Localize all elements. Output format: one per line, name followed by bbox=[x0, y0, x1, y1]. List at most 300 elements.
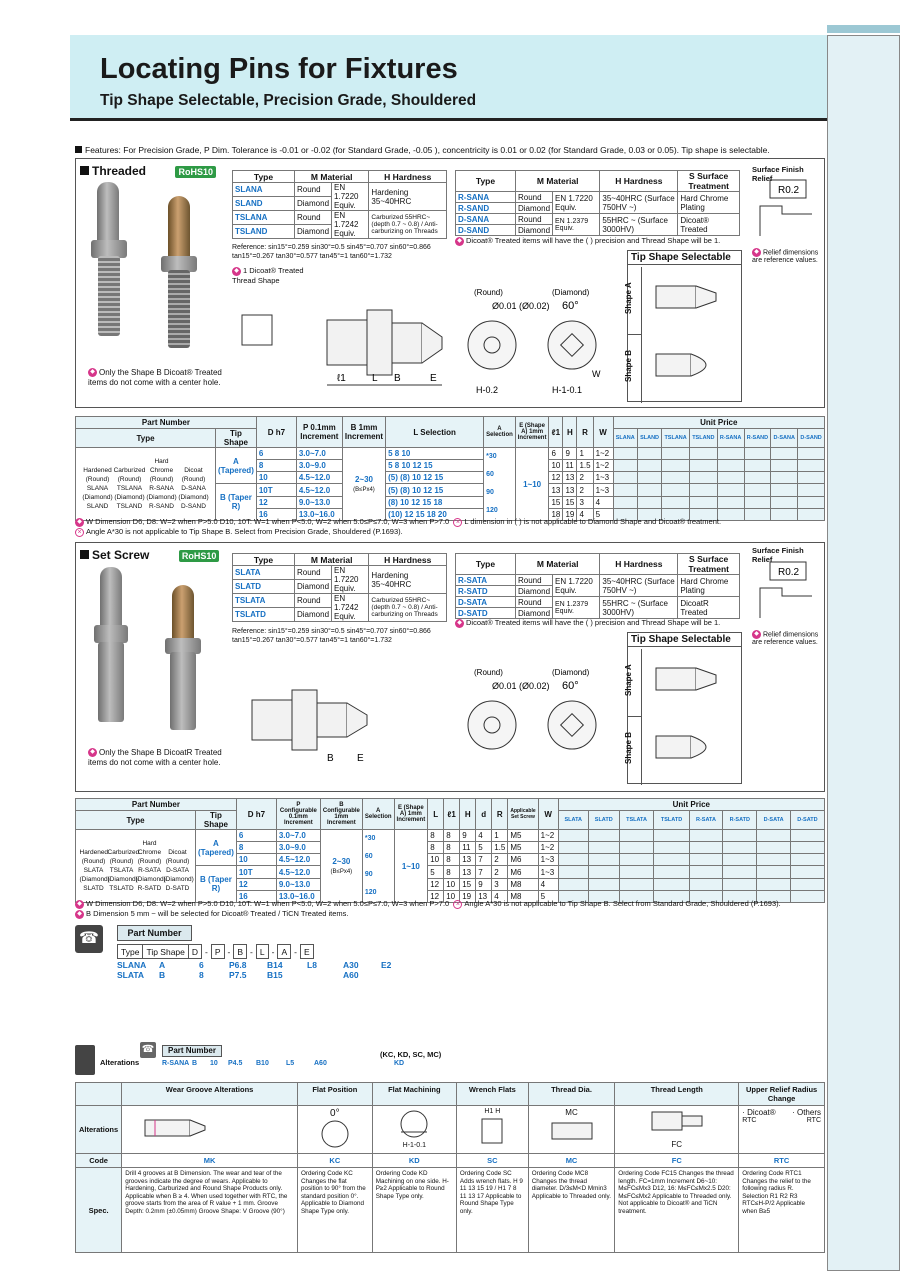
price-cell bbox=[798, 484, 825, 497]
order-col: Type bbox=[118, 945, 143, 959]
shape-cell: Round bbox=[295, 183, 332, 197]
alt-col: Wrench Flats bbox=[456, 1083, 528, 1106]
h-cell: 9 bbox=[460, 830, 476, 842]
l-cell: (5) (8) 10 12 15 bbox=[386, 484, 484, 497]
reference-line: tan15°=0.267 tan30°=0.577 tan45°=1 tan60°=1.732 bbox=[232, 253, 392, 260]
type-cell: R-SATA bbox=[456, 575, 516, 586]
r-cell: 1 bbox=[492, 830, 508, 842]
threaded-label: Threaded bbox=[92, 164, 147, 178]
setscrew-label: Set Screw bbox=[92, 548, 150, 562]
material-table-right bbox=[455, 553, 740, 619]
alt-col: Flat Position bbox=[297, 1083, 372, 1106]
material-cell: EN 1.7220 Equiv. bbox=[553, 575, 600, 597]
type-cell: SLAND bbox=[233, 197, 295, 211]
h-cell: 13 bbox=[563, 484, 577, 497]
r-cell: 3 bbox=[492, 879, 508, 891]
screw-cell: M8 bbox=[508, 879, 538, 891]
type-cat: Hard Chrome (Round) R-SANA bbox=[149, 458, 174, 492]
tip-shape-box bbox=[624, 632, 742, 784]
mc-svg bbox=[542, 1117, 602, 1147]
price-cell bbox=[558, 842, 588, 854]
section-views bbox=[452, 285, 622, 400]
relief-note-text: Relief dimensions are reference values. bbox=[752, 249, 819, 265]
relief-diagram bbox=[752, 558, 822, 620]
price-cell bbox=[654, 854, 689, 866]
price-cell bbox=[744, 448, 771, 460]
pin-icon: ◆ bbox=[75, 518, 84, 527]
a-val: 90 bbox=[364, 871, 373, 878]
diamond-label: (Diamond) bbox=[552, 288, 590, 297]
spec-cell: Ordering Code FC15 Changes the thread length. FC=1mm Increment D6~10: M≤FC≤Mx3 D12, 16: M≤FC≤Mx2.5 D20: M≤FC≤Mx2 Applicable to Threaded only. Not applicable to Dicoat® and TiCN treatment. bbox=[615, 1168, 739, 1253]
type-cell: R-SANA bbox=[456, 192, 516, 203]
h-cell: 11 bbox=[460, 842, 476, 854]
pin-icon: ◆ bbox=[752, 248, 761, 257]
spec-cell: Ordering Code KC Changes the flat position to 90° from the standard position 0°. Applicable to Diamond Shape Type only. bbox=[297, 1168, 372, 1253]
a-header: A Selection bbox=[362, 799, 394, 830]
table1-footnotes bbox=[75, 517, 825, 537]
price-cell bbox=[771, 460, 798, 472]
tip-b-cell: B (Taper R) bbox=[196, 866, 237, 903]
groove-tip bbox=[190, 1120, 205, 1136]
e-header: E (Shape A) 1mm Increment bbox=[515, 417, 549, 448]
price-cell bbox=[619, 854, 654, 866]
pin-taper bbox=[422, 323, 442, 363]
material-table-right bbox=[455, 170, 740, 236]
shape-a-label: Shape A bbox=[624, 664, 633, 696]
spec-cell: Ordering Code KD Machining on one side. H-P≥2 Applicable to Round Shape Type only. bbox=[372, 1168, 456, 1253]
shape-cell: Diamond bbox=[295, 608, 332, 622]
dim-b: B bbox=[394, 373, 401, 384]
thread-length-diagram bbox=[615, 1106, 739, 1154]
hardness-header: H Hardness bbox=[369, 171, 447, 183]
diamond-view bbox=[548, 321, 596, 369]
h-cell: 9 bbox=[563, 448, 577, 460]
a-header: A Selection bbox=[484, 417, 516, 448]
shape-cell: Round bbox=[516, 597, 553, 608]
price-cell bbox=[717, 472, 744, 484]
b-cell bbox=[342, 448, 385, 521]
price-cell bbox=[588, 842, 619, 854]
h-cell: 13 bbox=[460, 854, 476, 866]
price-cell bbox=[744, 460, 771, 472]
tip-shape-header: Tip Shape bbox=[196, 811, 237, 830]
dim-h1: H-1-0.1 bbox=[552, 385, 583, 395]
screw-cell: M5 bbox=[508, 842, 538, 854]
type-header: Type bbox=[456, 171, 516, 192]
flat-position-diagram bbox=[297, 1106, 372, 1154]
material-header: M Material bbox=[516, 171, 600, 192]
d-cell: 12 bbox=[236, 879, 276, 891]
edge-tab-cap bbox=[827, 25, 900, 33]
d-cell: 6 bbox=[236, 830, 276, 842]
code-row-label: Code bbox=[76, 1154, 122, 1168]
dicoat-note-text: Dicoat® Treated items will have the ( ) precision and Thread Shape will be 1. bbox=[466, 236, 721, 245]
alt-code: KD bbox=[372, 1154, 456, 1168]
p-cell: 3.0~9.0 bbox=[276, 842, 320, 854]
material-header: M Material bbox=[295, 554, 369, 566]
screw-cell: M6 bbox=[508, 854, 538, 866]
price-cell bbox=[662, 472, 690, 484]
price-cell bbox=[619, 879, 654, 891]
a-val: *30 bbox=[486, 453, 497, 460]
price-cell bbox=[662, 460, 690, 472]
blank-header bbox=[76, 1083, 122, 1106]
spec-cell: Ordering Code SC Adds wrench flats. H 9 11 13 15 19 / H1 7 8 11 13 17 Applicable to Round Shape Type only. bbox=[456, 1168, 528, 1253]
footnote: W Dimension D6, D8: W=2 when P>5.0 D10, 10T: W=1 when P<5.0, W=2 when 5.0≤P≤7.0, W=3 when P>7.0 bbox=[86, 899, 450, 908]
h-cell: 19 bbox=[563, 509, 577, 521]
dim-b: B bbox=[327, 753, 334, 764]
dd-cell: 7 bbox=[476, 866, 492, 879]
w-cell: 1~3 bbox=[538, 866, 558, 879]
kd-label: H-1-0.1 bbox=[402, 1142, 426, 1149]
shape-b-drawing bbox=[646, 721, 738, 781]
pin-icon: ◆ bbox=[88, 368, 97, 377]
order-ex: B14 bbox=[267, 960, 283, 970]
b-sub: (B≤Px4) bbox=[353, 487, 375, 493]
h-header: H bbox=[563, 417, 577, 448]
pin-icon: ◆ bbox=[232, 267, 241, 276]
dim-e: E bbox=[357, 753, 364, 764]
price-cell bbox=[757, 842, 791, 854]
price-cell bbox=[588, 866, 619, 879]
price-cell bbox=[588, 854, 619, 866]
order-ex: A bbox=[159, 960, 166, 970]
dicoat-note bbox=[455, 618, 720, 628]
kd-svg bbox=[384, 1108, 444, 1140]
price-col: D-SATD bbox=[790, 811, 824, 830]
price-cell bbox=[662, 497, 690, 509]
hardness-header: H Hardness bbox=[600, 554, 678, 575]
relief-r-label: R0.2 bbox=[778, 185, 800, 196]
material-header: M Material bbox=[516, 554, 600, 575]
price-cell bbox=[723, 854, 757, 866]
l-cell: 5 bbox=[428, 866, 444, 879]
price-cell bbox=[689, 830, 723, 842]
tip-a-cell: A (Tapered) bbox=[196, 830, 237, 866]
p-header: P 0.1mm Increment bbox=[296, 417, 342, 448]
l-cell: (10) 12 15 18 20 bbox=[386, 509, 484, 521]
type-cell: D-SAND bbox=[456, 225, 516, 236]
price-col: SLANA bbox=[613, 429, 637, 448]
price-cell bbox=[558, 830, 588, 842]
pin-body bbox=[327, 320, 367, 365]
surface-cell: DicoatR Treated bbox=[678, 597, 740, 619]
alt-ex: 10 bbox=[210, 1060, 218, 1067]
price-cell bbox=[717, 448, 744, 460]
shape-a-drawing bbox=[646, 271, 738, 331]
shape-cell: Diamond bbox=[295, 225, 332, 239]
type-cell: SLANA bbox=[233, 183, 295, 197]
dd-cell: 4 bbox=[476, 830, 492, 842]
w-cell: 1~2 bbox=[593, 460, 613, 472]
relief-radius-diagram bbox=[739, 1106, 825, 1154]
l1-cell: 10 bbox=[444, 891, 460, 903]
rtc-label: RTC bbox=[742, 1117, 757, 1124]
e-cell: 1~10 bbox=[515, 448, 549, 521]
price-cell bbox=[771, 472, 798, 484]
screw-header: Applicable Set Screw bbox=[508, 799, 538, 830]
p-cell: 9.0~13.0 bbox=[296, 497, 342, 509]
order-examples bbox=[117, 960, 391, 980]
alterations-table bbox=[75, 1082, 825, 1253]
type-cell: TSLATD bbox=[233, 608, 295, 622]
price-col: TSLANA bbox=[662, 429, 690, 448]
price-cell bbox=[689, 866, 723, 879]
l1-cell: 10 bbox=[444, 879, 460, 891]
material-cell: EN 1.2379 Equiv. bbox=[553, 214, 600, 236]
type-cat: Carburized (Round) TSLANA bbox=[113, 467, 146, 492]
type-cat: (Diamond) SLATD bbox=[79, 876, 110, 892]
dim-l1: ℓ1 bbox=[337, 373, 346, 384]
reference-note bbox=[232, 243, 431, 261]
shape-cell: Round bbox=[516, 192, 553, 203]
fc-body bbox=[652, 1112, 682, 1130]
type-cat: (Diamond) TSLAND bbox=[114, 494, 145, 510]
price-cell bbox=[637, 448, 661, 460]
price-cell bbox=[717, 484, 744, 497]
photo-note-text: Only the Shape B Dicoat® Treated items do not come with a center hole. bbox=[88, 368, 222, 387]
tip-shape-header: Tip Shape bbox=[216, 429, 257, 448]
w-cell: 1~3 bbox=[593, 484, 613, 497]
spec-cell: Ordering Code MC8 Changes the thread diameter. D/3≤M<D Mmin3 Applicable to Threaded only. bbox=[528, 1168, 615, 1253]
price-cell bbox=[637, 472, 661, 484]
dim-l: L bbox=[372, 373, 378, 384]
a-val: 120 bbox=[364, 889, 377, 896]
l1-cell: 8 bbox=[444, 842, 460, 854]
price-cell bbox=[619, 842, 654, 854]
bullet-square bbox=[75, 146, 82, 153]
reference-line: Reference: sin15°=0.259 sin30°=0.5 sin45°=0.707 sin60°=0.866 bbox=[232, 628, 431, 635]
pin-taper bbox=[347, 703, 367, 737]
p-cell: 3.0~7.0 bbox=[296, 448, 342, 460]
mc-body bbox=[552, 1123, 592, 1139]
price-cell bbox=[637, 497, 661, 509]
price-cell bbox=[798, 497, 825, 509]
price-cell bbox=[771, 448, 798, 460]
photo-note bbox=[88, 368, 228, 388]
round-label: (Round) bbox=[474, 668, 503, 677]
pin-tip bbox=[317, 703, 347, 737]
order-ex: SLANA bbox=[117, 960, 147, 970]
r-cell: 2 bbox=[577, 484, 593, 497]
l-cell: 5 8 10 bbox=[386, 448, 484, 460]
relief-title: Surface Finish Relief bbox=[752, 546, 804, 564]
r-header: R bbox=[492, 799, 508, 830]
price-cell bbox=[757, 830, 791, 842]
price-cell bbox=[689, 460, 717, 472]
alt-code: MC bbox=[528, 1154, 615, 1168]
tip-shape-title: Tip Shape Selectable bbox=[628, 633, 741, 647]
dd-cell: 5 bbox=[476, 842, 492, 854]
pin-tip bbox=[392, 323, 422, 363]
price-cell bbox=[689, 472, 717, 484]
shape-cell: Diamond bbox=[516, 608, 553, 619]
h-cell: 19 bbox=[460, 891, 476, 903]
price-cell bbox=[637, 484, 661, 497]
diamond-view bbox=[548, 701, 596, 749]
spec-row-label: Spec. bbox=[76, 1168, 122, 1253]
pin-icon: ◆ bbox=[75, 910, 84, 919]
alt-ex: R-SANA bbox=[162, 1060, 190, 1067]
type-categories bbox=[76, 830, 196, 903]
order-code-table: Type Tip Shape D - P - B - L - A - E bbox=[117, 944, 314, 959]
thread-shape-note bbox=[232, 266, 312, 286]
alterations-label: Alterations bbox=[100, 1058, 140, 1067]
rohs-badge: RoHS10 bbox=[179, 550, 220, 562]
price-cell bbox=[790, 866, 824, 879]
price-col: R-SATA bbox=[689, 811, 723, 830]
w-cell: 1~2 bbox=[538, 830, 558, 842]
w-cell: 5 bbox=[538, 891, 558, 903]
section-views bbox=[452, 665, 622, 780]
threaded-pin-photo-silver bbox=[97, 182, 119, 242]
material-cell: EN 1.2379 Equiv. bbox=[553, 597, 600, 619]
type-cell: D-SANA bbox=[456, 214, 516, 225]
h-header: H bbox=[460, 799, 476, 830]
dim-w: W bbox=[592, 369, 601, 379]
order-ex: 8 bbox=[199, 970, 204, 980]
diamond-label: (Diamond) bbox=[552, 668, 590, 677]
shape-cell: Diamond bbox=[295, 197, 332, 211]
price-cell bbox=[689, 854, 723, 866]
alt-col: Thread Dia. bbox=[528, 1083, 615, 1106]
edge-tab-strip bbox=[827, 35, 900, 1271]
shape-b-drawing bbox=[646, 339, 738, 399]
r-cell: 2 bbox=[492, 866, 508, 879]
e-cell: 1~10 bbox=[394, 830, 428, 903]
type-cat: Dicoat (Round) D-SANA bbox=[181, 467, 206, 492]
phone-icon: ☎ bbox=[75, 925, 103, 953]
price-cell bbox=[558, 879, 588, 891]
fc-end bbox=[682, 1116, 702, 1126]
material-cell: EN 1.7220 Equiv. bbox=[332, 183, 369, 211]
footnote: W Dimension D6, D8: W=2 when P>5.0 D10, 10T: W=1 when P<5.0, W=2 when 5.0≤P≤7.0, W=3 when P>7.0 bbox=[86, 517, 450, 526]
l1-cell: 10 bbox=[549, 460, 563, 472]
title-banner bbox=[70, 35, 827, 121]
price-cell bbox=[654, 830, 689, 842]
material-cell: EN 1.7242 Equiv. bbox=[332, 211, 369, 239]
alt-ex: L5 bbox=[286, 1060, 295, 1067]
dim-h: H-0.2 bbox=[476, 385, 499, 395]
spec-cell: Drill 4 grooves at B Dimension. The wear and tear of the grooves indicate the degree of wears. Applicable to Hardening, Carburized and Round Shape Products only. Applicable when B ≥ 4. When used together with RTC, the groove starts from the area of R value + 1 mm. Groove Depth: 0.2mm (±0.05mm) Groove Shape: V Groove (90°) bbox=[122, 1168, 298, 1253]
p-cell: 4.5~12.0 bbox=[296, 472, 342, 484]
tip-body bbox=[656, 354, 691, 376]
l-cell: 5 8 10 12 15 bbox=[386, 460, 484, 472]
pin-icon: ◆ bbox=[455, 619, 464, 628]
relief-profile bbox=[760, 588, 812, 618]
a-val: 90 bbox=[486, 489, 494, 496]
type-header: Type bbox=[76, 429, 216, 448]
type-cat: (Diamond) D-SAND bbox=[178, 494, 209, 510]
pin-body-photo bbox=[98, 642, 124, 722]
l1-cell: 13 bbox=[549, 484, 563, 497]
price-col: TSLAND bbox=[689, 429, 717, 448]
price-col: SLATD bbox=[588, 811, 619, 830]
pin-thread bbox=[168, 270, 190, 348]
l1-header: ℓ1 bbox=[444, 799, 460, 830]
type-cell: SLATD bbox=[233, 580, 295, 594]
alterations-suffix: (KC, KD, SC, MC) bbox=[380, 1050, 442, 1059]
l1-cell: 15 bbox=[549, 497, 563, 509]
d-cell: 10T bbox=[236, 866, 276, 879]
threaded-drawing bbox=[232, 285, 452, 400]
d-cell: 8 bbox=[256, 460, 296, 472]
w-cell: 1~3 bbox=[538, 854, 558, 866]
price-cell bbox=[654, 866, 689, 879]
p-cell: 13.0~16.0 bbox=[276, 891, 320, 903]
d-cell: 6 bbox=[256, 448, 296, 460]
price-col: D-SANA bbox=[771, 429, 798, 448]
price-cell bbox=[717, 460, 744, 472]
pin-shoulder bbox=[94, 625, 128, 643]
price-cell bbox=[723, 842, 757, 854]
l-cell: 8 bbox=[428, 842, 444, 854]
pin-body bbox=[252, 700, 292, 740]
price-cell bbox=[717, 497, 744, 509]
d-cell: 16 bbox=[256, 509, 296, 521]
setscrew-pin-photo-gold bbox=[172, 585, 194, 640]
price-cell bbox=[619, 830, 654, 842]
x-icon: × bbox=[75, 528, 84, 537]
material-table-left bbox=[232, 170, 447, 239]
price-cell bbox=[757, 866, 791, 879]
table2-footnotes bbox=[75, 899, 825, 919]
price-col: SLATA bbox=[558, 811, 588, 830]
price-cell bbox=[654, 842, 689, 854]
footnote: Angle A*30 is not applicable to Tip Shape B. Select from Standard Grade, Shouldered (P.1693). bbox=[464, 899, 781, 908]
relief-profile bbox=[760, 206, 812, 236]
alt-code: RTC bbox=[739, 1154, 825, 1168]
hardness-cell: 35~40HRC (Surface 750HV ~) bbox=[600, 192, 678, 214]
photo-note-text: Only the Shape B DicoatR Treated items do not come with a center hole. bbox=[88, 748, 222, 767]
r-header: R bbox=[577, 417, 593, 448]
b-header: B 1mm Increment bbox=[342, 417, 385, 448]
footnote: Angle A*30 is not applicable to Tip Shape B. Select from Precision Grade, Shouldered (P.1693). bbox=[86, 527, 403, 536]
bullet-square bbox=[80, 166, 89, 175]
tip-radius bbox=[691, 736, 706, 758]
type-cell: R-SATD bbox=[456, 586, 516, 597]
rtc-label: · Others bbox=[792, 1108, 821, 1117]
price-cell bbox=[689, 879, 723, 891]
price-cell bbox=[744, 484, 771, 497]
pin-thread bbox=[98, 256, 120, 336]
tip-shape-title: Tip Shape Selectable bbox=[628, 251, 741, 265]
alt-row-label: Alterations bbox=[76, 1106, 122, 1154]
d-cell: 8 bbox=[236, 842, 276, 854]
price-col: TSLATD bbox=[654, 811, 689, 830]
l1-cell: 8 bbox=[444, 830, 460, 842]
threaded-pin-photo-gold bbox=[168, 196, 190, 258]
surface-cell: Hard Chrome Plating bbox=[678, 575, 740, 597]
alt-col: Wear Groove Alterations bbox=[122, 1083, 298, 1106]
price-cell bbox=[654, 879, 689, 891]
relief-r-label: R0.2 bbox=[778, 567, 800, 578]
hardness-cell: 35~40HRC (Surface 750HV ~) bbox=[600, 575, 678, 597]
price-cell bbox=[723, 879, 757, 891]
r-cell: 1.5 bbox=[492, 842, 508, 854]
reference-note bbox=[232, 627, 431, 645]
wear-groove-diagram bbox=[122, 1106, 298, 1154]
shape-cell: Round bbox=[295, 566, 332, 580]
a-val: 120 bbox=[486, 507, 498, 514]
round-view bbox=[468, 701, 516, 749]
angle-label: 60° bbox=[562, 680, 579, 692]
hardness-cell: 55HRC ~ (Surface 3000HV) bbox=[600, 597, 678, 619]
hardness-cell: Carburized 55HRC~ (depth 0.7 ~ 0.8) / Anti-carburizing on Threads bbox=[369, 211, 447, 239]
shape-b-label: Shape B bbox=[624, 731, 633, 764]
setscrew-drawing bbox=[232, 665, 452, 780]
price-cell bbox=[790, 830, 824, 842]
